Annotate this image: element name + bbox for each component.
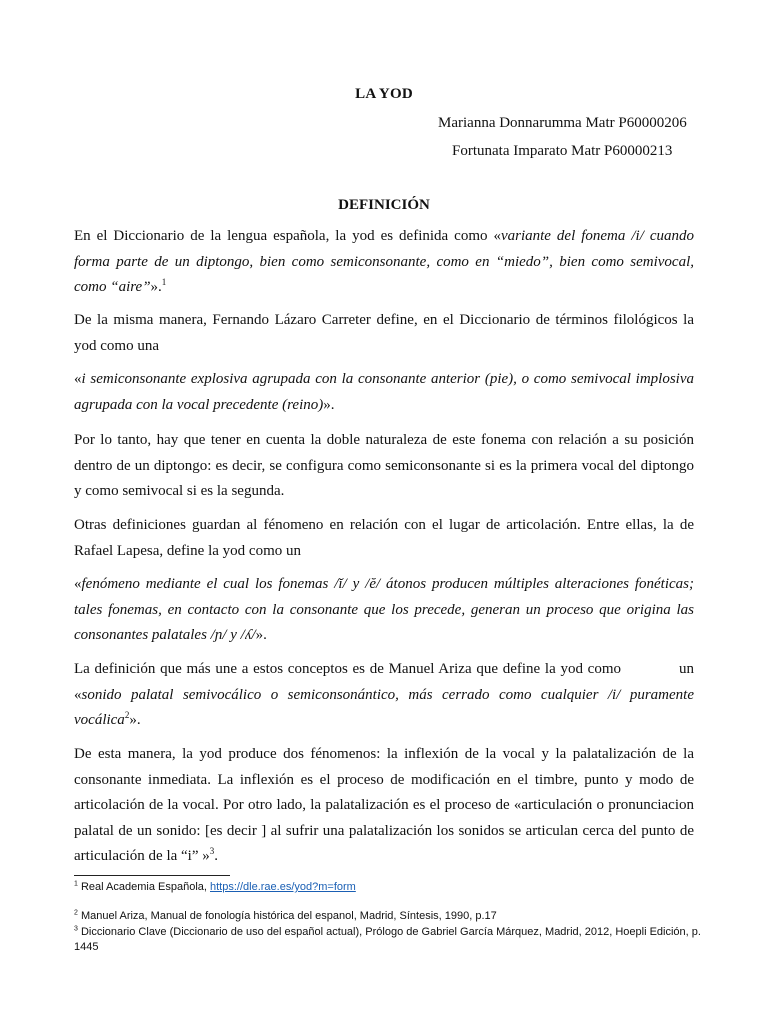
footnote-separator bbox=[74, 875, 230, 876]
paragraph-doble-naturaleza: Por lo tanto, hay que tener en cuenta la doble naturaleza de este fonema con relación a su posición dentro de un diptongo: es decir, se configura como semiconsonante si es la primera vocal del diptongo y como semivocal si es la segunda. bbox=[74, 432, 694, 499]
paragraph-definition-rae: En el Diccionario de la lengua española, la yod es definida como «variante del fonema /i/ cuando forma parte de un diptongo, bien como semiconsonante, como en “miedo”, bien como semivocal, como “aire”».$^1$ bbox=[74, 228, 694, 295]
footnote-ref[interactable]: 1 bbox=[161, 277, 167, 287]
footnote-2: $^2$ Manuel Ariza, Manual de fonología histórica del espanol, Madrid, Síntesis, 1990, p.17 bbox=[74, 909, 497, 922]
paragraph-lazaro: De la misma manera, Fernando Lázaro Carreter define, en el Diccionario de términos filológicos la yod como una bbox=[74, 312, 694, 354]
footnote-1: $^1$ Real Academia Española, https://dle.rae.es/yod?m=form bbox=[74, 880, 356, 893]
paragraph-otras-definiciones: Otras definiciones guardan al fénomeno en relación con el lugar de articolación. Entre ellas, la de Rafael Lapesa, define la yod como un bbox=[74, 517, 694, 559]
paragraph-quote-lapesa: «fenómeno mediante el cual los fonemas /ĭ/ y /ĕ/ átonos producen múltiples alteraciones fonéticas; tales fonemas, en contacto con la consonante que los precede, generan un proceso que origina las consonantes palatales /ɲ/ y /ʎ/». bbox=[74, 576, 694, 643]
footnote-ref[interactable]: 2 bbox=[124, 710, 130, 720]
paragraph-quote-lazaro: «i semiconsonante explosiva agrupada con la consonante anterior (pie), o como semivocal implosiva agrupada con la vocal precedente (reino)». bbox=[74, 371, 694, 413]
footnote-link[interactable]: https://dle.rae.es/yod?m=form bbox=[210, 881, 356, 893]
quoted-definition: sonido palatal semivocálico o semiconsonántico, más cerrado como cualquier /i/ puramente vocálica bbox=[74, 686, 694, 728]
quoted-definition: variante del fonema /i/ cuando forma parte de un diptongo, bien como semiconsonante, como en “miedo”, bien como semivocal, como “aire” bbox=[74, 228, 694, 295]
author-line: Marianna Donnarumma Matr P60000206 bbox=[438, 115, 687, 131]
author-line: Fortunata Imparato Matr P60000213 bbox=[452, 143, 673, 159]
quoted-definition: fenómeno mediante el cual los fonemas /ĭ/ y /ĕ/ átonos producen múltiples alteraciones fonéticas; tales fonemas, en contacto con la consonante que los precede, generan un proceso que origina las consonantes palatales /ɲ/ y /ʎ/ bbox=[74, 576, 694, 643]
section-heading: DEFINICIÓN bbox=[338, 197, 430, 213]
quoted-definition: i semiconsonante explosiva agrupada con la consonante anterior (pie), o como semivocal implosiva agrupada con la vocal precedente (reino) bbox=[74, 371, 694, 413]
paragraph-ariza: La definición que más une a estos conceptos es de Manuel Ariza que define la yod como un «sonido palatal semivocálico o semiconsonántico, más cerrado como cualquier /i/ puramente vocálica$^2$». bbox=[74, 661, 694, 728]
document-title: LA YOD bbox=[355, 86, 413, 102]
paragraph-fenomenos: De esta manera, la yod produce dos fénomenos: la inflexión de la vocal y la palatalización de la consonante inmediata. La inflexión es el proceso de modificación en el timbre, punto y modo de articolación de la vocal. Por otro lado, la palatalización es el proceso de «articulación o pronunciacion palatal de un sonido: [es decir ] al sufrir una palatalización los sonidos se articulan cerca del punto de articulación de la “i” »$^3$. bbox=[74, 746, 694, 864]
footnote-3: $^3$ Diccionario Clave (Diccionario de uso del español actual), Prólogo de Gabriel García Márquez, Madrid, 2012, Hoepli Edición, p. 1445 bbox=[74, 925, 701, 953]
footnote-ref[interactable]: 3 bbox=[209, 846, 215, 856]
